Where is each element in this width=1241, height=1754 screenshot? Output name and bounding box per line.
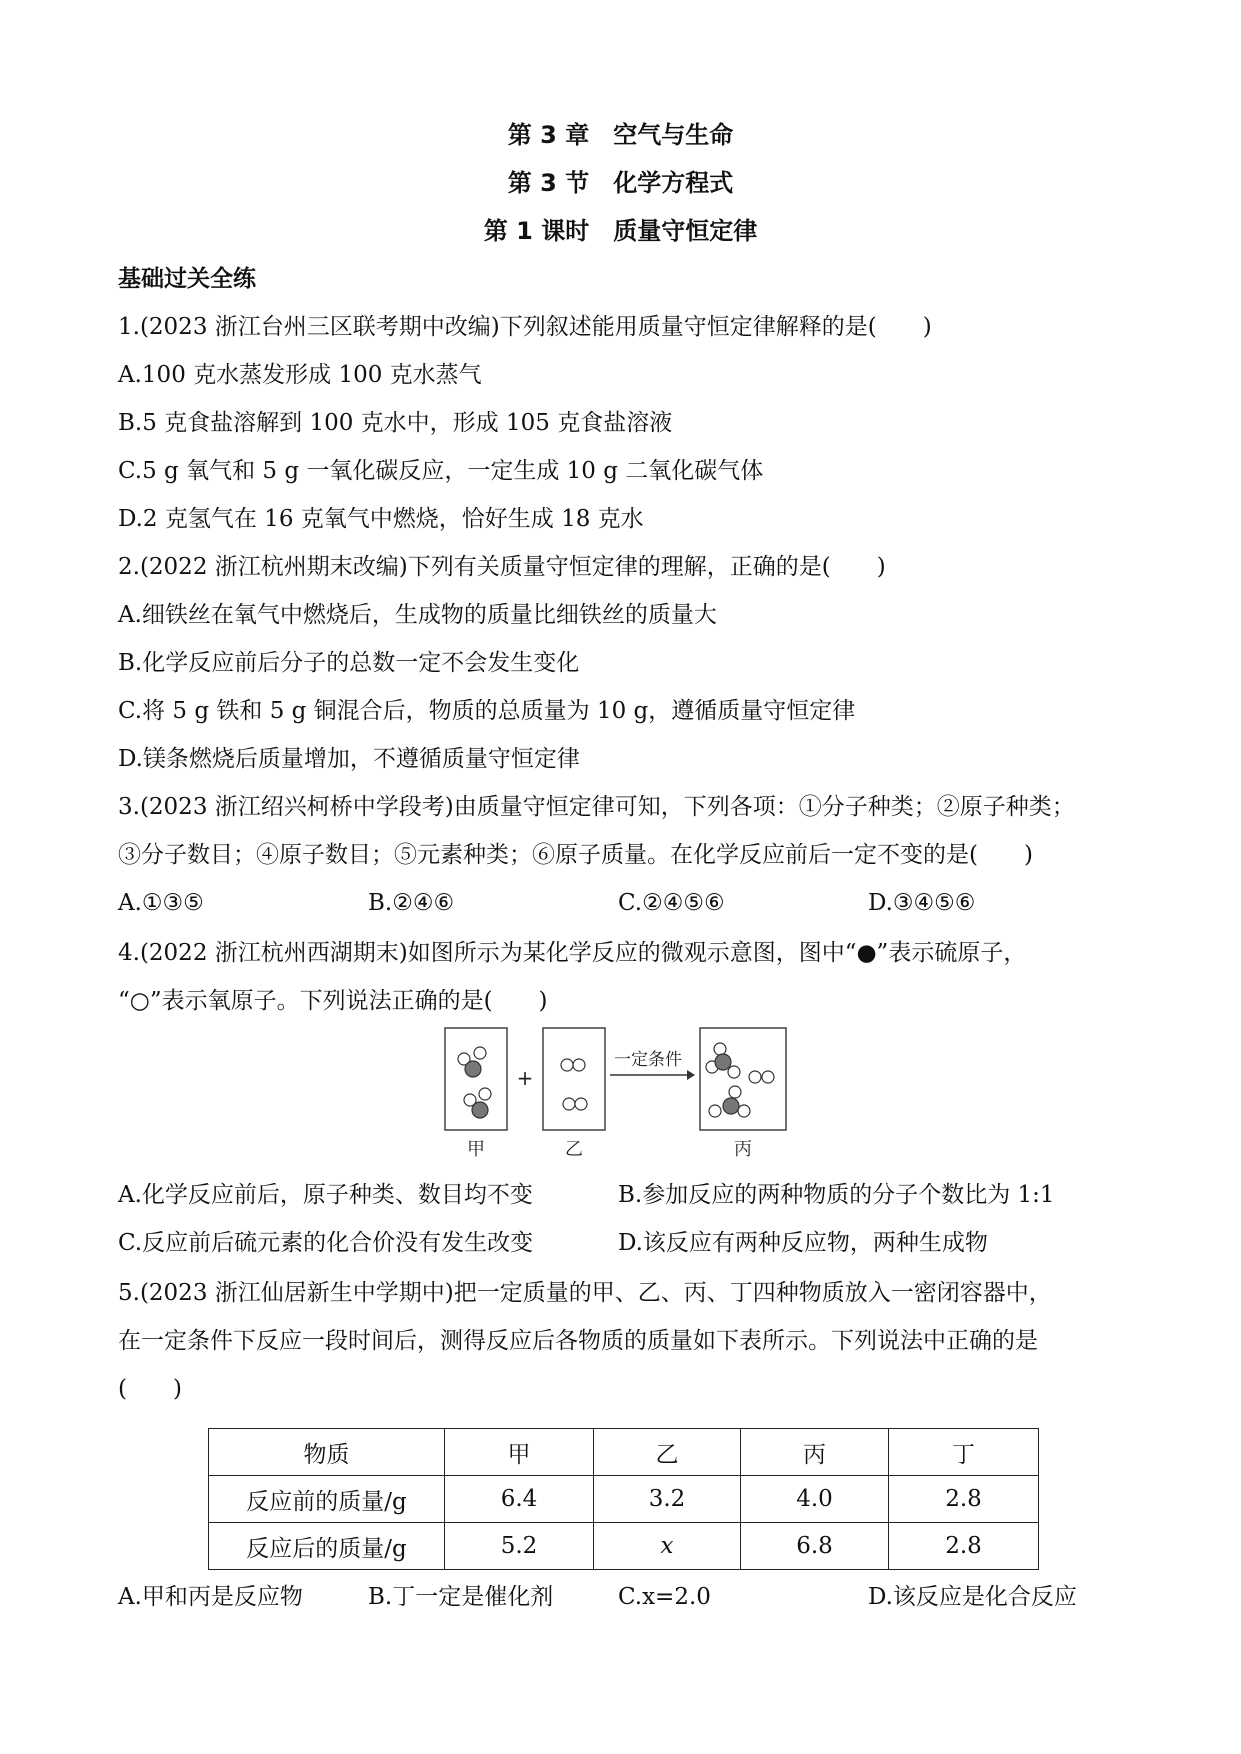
box-label-bing: 丙	[734, 1139, 752, 1160]
o2-molecule	[563, 1098, 587, 1110]
table-header-cell: 丁	[889, 1429, 1039, 1476]
q2-option-b: B.化学反应前后分子的总数一定不会发生变化	[118, 650, 580, 676]
table-cell: 5.2	[445, 1523, 594, 1570]
q1-stem: 1.(2023 浙江台州三区联考期中改编)下列叙述能用质量守恒定律解释的是( )	[118, 314, 932, 340]
q2-option-a: A.细铁丝在氧气中燃烧后，生成物的质量比细铁丝的质量大	[118, 602, 717, 628]
table-cell: 反应后的质量/g	[209, 1523, 445, 1570]
q5-option-c: C.x=2.0	[618, 1584, 711, 1610]
q2-option-d: D.镁条燃烧后质量增加，不遵循质量守恒定律	[118, 746, 580, 772]
q5-option-b: B.丁一定是催化剂	[368, 1584, 554, 1610]
so2-molecule	[464, 1088, 491, 1118]
table-row	[209, 1476, 1039, 1523]
o2-molecule	[749, 1071, 774, 1083]
q1-option-b: B.5 克食盐溶解到 100 克水中，形成 105 克食盐溶液	[118, 410, 673, 436]
q1-option-a: A.100 克水蒸发形成 100 克水蒸气	[118, 362, 482, 388]
q5-stem-line2: 在一定条件下反应一段时间后，测得反应后各物质的质量如下表所示。下列说法中正确的是	[118, 1328, 1038, 1354]
table-cell: 4.0	[741, 1476, 889, 1523]
q4-option-c: C.反应前后硫元素的化合价没有发生改变	[118, 1230, 534, 1256]
table-cell: 6.8	[741, 1523, 889, 1570]
table-header-cell: 乙	[594, 1429, 741, 1476]
box-yi	[543, 1028, 605, 1130]
q3-stem-line2: ③分子数目；④原子数目；⑤元素种类；⑥原子质量。在化学反应前后一定不变的是( )	[118, 842, 1033, 868]
q3-option-c: C.②④⑤⑥	[618, 890, 725, 916]
table-header-cell: 物质	[209, 1429, 445, 1476]
plus-sign: +	[516, 1066, 534, 1090]
table-row	[209, 1523, 1039, 1570]
table-cell: 2.8	[889, 1476, 1039, 1523]
q3-stem-line1: 3.(2023 浙江绍兴柯桥中学段考)由质量守恒定律可知，下列各项：①分子种类；②原子种类；	[118, 794, 1075, 820]
q3-option-a: A.①③⑤	[118, 890, 204, 916]
table-cell: 反应前的质量/g	[209, 1476, 445, 1523]
q5-option-d: D.该反应是化合反应	[868, 1584, 1077, 1610]
table-header-cell: 甲	[445, 1429, 594, 1476]
so2-molecule	[458, 1047, 486, 1077]
arrow-head	[687, 1070, 695, 1080]
reaction-diagram	[440, 1025, 810, 1165]
q5-option-a: A.甲和丙是反应物	[118, 1584, 303, 1610]
q5-stem-line3: ( )	[118, 1376, 182, 1402]
q3-option-d: D.③④⑤⑥	[868, 890, 976, 916]
table-header-cell: 丙	[741, 1429, 889, 1476]
q4-stem-line1: 4.(2022 浙江杭州西湖期末)如图所示为某化学反应的微观示意图，图中“●”表示硫原子，	[118, 940, 1027, 966]
q5-stem-line1: 5.(2023 浙江仙居新生中学期中)把一定质量的甲、乙、丙、丁四种物质放入一密闭容器中，	[118, 1280, 1052, 1306]
q4-option-d: D.该反应有两种反应物，两种生成物	[618, 1230, 988, 1256]
q3-option-b: B.②④⑥	[368, 890, 455, 916]
q4-option-b: B.参加反应的两种物质的分子个数比为 1:1	[618, 1182, 1055, 1208]
section-heading: 基础过关全练	[118, 266, 256, 292]
o2-molecule	[561, 1059, 585, 1071]
box-label-jia: 甲	[467, 1139, 485, 1160]
arrow-label: 一定条件	[614, 1050, 682, 1070]
lesson-title: 第 1 课时 质量守恒定律	[483, 217, 758, 245]
chapter-title: 第 3 章 空气与生命	[507, 121, 734, 149]
q2-stem: 2.(2022 浙江杭州期末改编)下列有关质量守恒定律的理解，正确的是( )	[118, 554, 886, 580]
q4-stem-line2: “○”表示氧原子。下列说法正确的是( )	[118, 988, 548, 1014]
table-cell: x	[594, 1523, 741, 1570]
table-cell: 6.4	[445, 1476, 594, 1523]
table-cell: 2.8	[889, 1523, 1039, 1570]
q4-option-a: A.化学反应前后，原子种类、数目均不变	[118, 1182, 533, 1208]
so3-molecule	[706, 1043, 740, 1078]
q1-option-c: C.5 g 氧气和 5 g 一氧化碳反应，一定生成 10 g 二氧化碳气体	[118, 458, 764, 484]
q1-option-d: D.2 克氢气在 16 克氧气中燃烧，恰好生成 18 克水	[118, 506, 644, 532]
section-title: 第 3 节 化学方程式	[507, 169, 734, 197]
so3-molecule	[709, 1086, 750, 1117]
box-label-yi: 乙	[565, 1139, 583, 1160]
table-cell: 3.2	[594, 1476, 741, 1523]
q2-option-c: C.将 5 g 铁和 5 g 铜混合后，物质的总质量为 10 g，遵循质量守恒定律	[118, 698, 856, 724]
mass-table	[208, 1428, 1039, 1570]
table-header-row	[209, 1429, 1039, 1476]
